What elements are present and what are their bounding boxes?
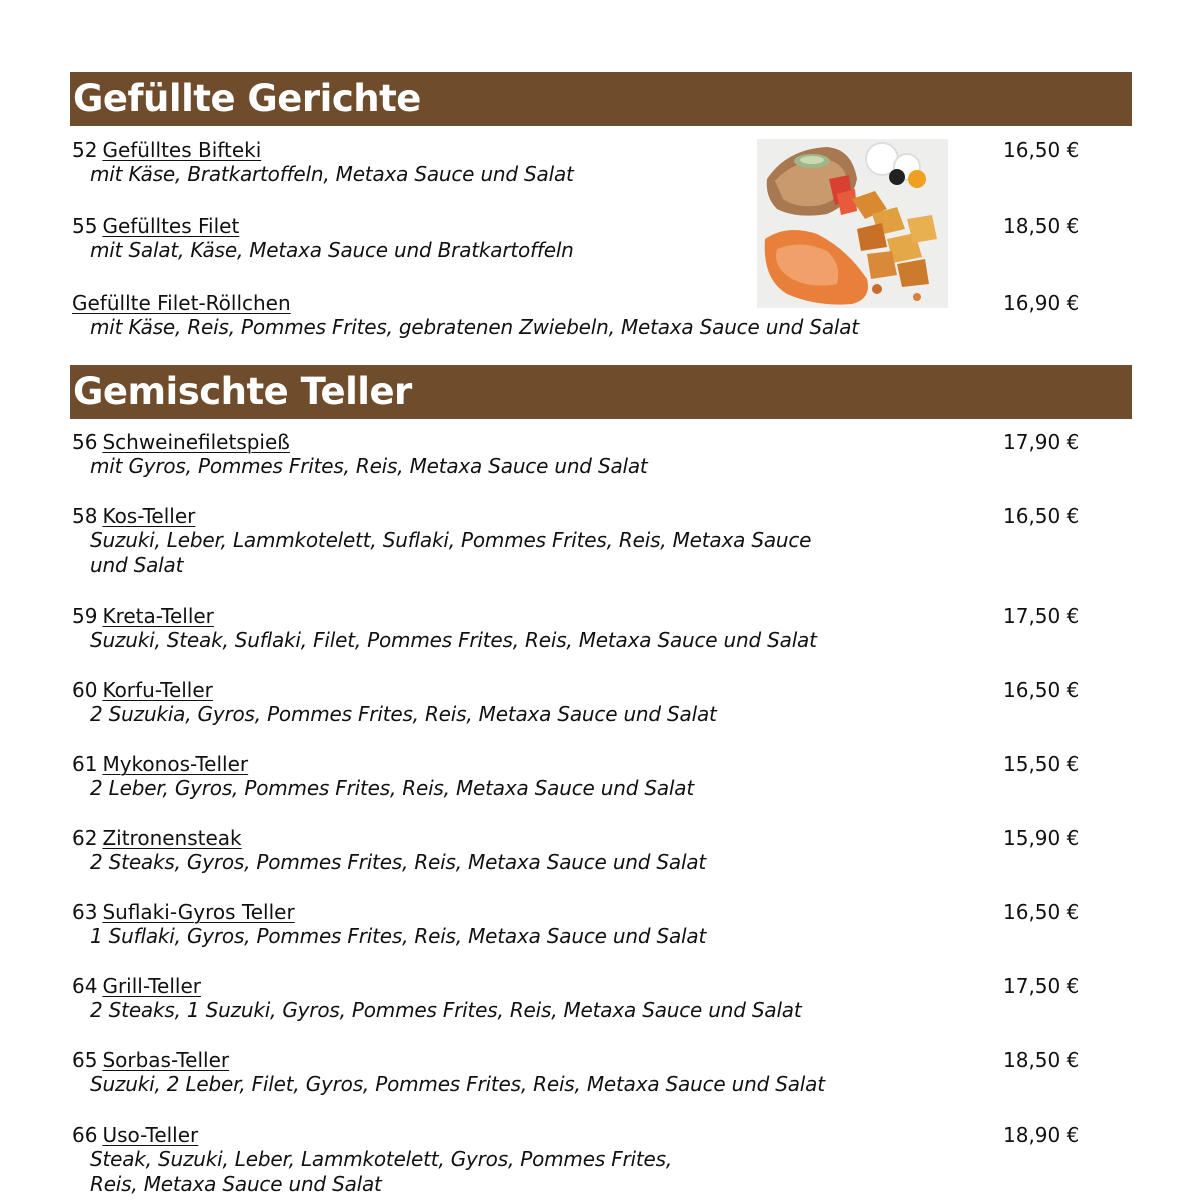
item-description: mit Salat, Käse, Metaxa Sauce und Bratkartoffeln — [90, 238, 574, 262]
item-price: 16,50 € — [1003, 504, 1080, 528]
item-description: mit Käse, Bratkartoffeln, Metaxa Sauce und Salat — [90, 162, 574, 186]
item-price: 17,50 € — [1003, 974, 1080, 998]
item-description: mit Gyros, Pommes Frites, Reis, Metaxa Sauce und Salat — [90, 454, 648, 478]
item-description: 2 Steaks, Gyros, Pommes Frites, Reis, Metaxa Sauce und Salat — [90, 850, 707, 874]
item-name: Korfu-Teller — [102, 678, 213, 702]
item-name: Grill-Teller — [102, 974, 201, 998]
item-price: 17,50 € — [1003, 604, 1080, 628]
item-price: 16,50 € — [1003, 900, 1080, 924]
item-price: 16,50 € — [1003, 138, 1080, 162]
item-name: Gefülltes Filet — [102, 214, 240, 238]
item-description: 2 Steaks, 1 Suzuki, Gyros, Pommes Frites, Reis, Metaxa Sauce und Salat — [90, 998, 802, 1022]
item-description: Steak, Suzuki, Leber, Lammkotelett, Gyros, Pommes Frites, Reis, Metaxa Sauce und Salat — [90, 1147, 673, 1196]
item-number: 65 — [72, 1048, 98, 1072]
item-number: 64 — [72, 974, 98, 998]
item-name: Kos-Teller — [102, 504, 196, 528]
item-price: 16,50 € — [1003, 678, 1080, 702]
item-price: 15,90 € — [1003, 826, 1080, 850]
item-name: Gefüllte Filet-Röllchen — [72, 291, 291, 315]
item-number: 56 — [72, 430, 98, 454]
item-price: 18,90 € — [1003, 1123, 1080, 1147]
item-number: 62 — [72, 826, 98, 850]
item-number: 61 — [72, 752, 98, 776]
item-name: Kreta-Teller — [102, 604, 214, 628]
item-name: Zitronensteak — [102, 826, 242, 850]
item-price: 18,50 € — [1003, 214, 1080, 238]
item-description: Suzuki, Steak, Suflaki, Filet, Pommes Frites, Reis, Metaxa Sauce und Salat — [90, 628, 817, 652]
section-header-gemischte-teller — [70, 365, 1132, 419]
item-number: 66 — [72, 1123, 98, 1147]
item-name: Gefülltes Bifteki — [102, 138, 262, 162]
item-name: Sorbas-Teller — [102, 1048, 230, 1072]
item-number: 58 — [72, 504, 98, 528]
item-description: 1 Suflaki, Gyros, Pommes Frites, Reis, Metaxa Sauce und Salat — [90, 924, 707, 948]
item-description: 2 Leber, Gyros, Pommes Frites, Reis, Metaxa Sauce und Salat — [90, 776, 694, 800]
item-number: 63 — [72, 900, 98, 924]
item-description: Suzuki, Leber, Lammkotelett, Suflaki, Pommes Frites, Reis, Metaxa Sauce und Salat — [90, 528, 812, 577]
item-name: Schweinefiletspieß — [102, 430, 290, 454]
item-name: Suflaki-Gyros Teller — [102, 900, 295, 924]
item-number: 52 — [72, 138, 98, 162]
item-description: 2 Suzukia, Gyros, Pommes Frites, Reis, Metaxa Sauce und Salat — [90, 702, 717, 726]
item-description: Suzuki, 2 Leber, Filet, Gyros, Pommes Frites, Reis, Metaxa Sauce und Salat — [90, 1072, 825, 1096]
item-number: 55 — [72, 214, 98, 238]
item-number: 59 — [72, 604, 98, 628]
food-photo-icon — [757, 139, 948, 308]
item-price: 16,90 € — [1003, 291, 1080, 315]
item-description: mit Käse, Reis, Pommes Frites, gebratenen Zwiebeln, Metaxa Sauce und Salat — [90, 315, 859, 339]
item-price: 18,50 € — [1003, 1048, 1080, 1072]
section-title: Gefüllte Gerichte — [73, 77, 421, 120]
item-number: 60 — [72, 678, 98, 702]
item-name: Uso-Teller — [102, 1123, 199, 1147]
section-title: Gemischte Teller — [73, 370, 412, 413]
item-name: Mykonos-Teller — [102, 752, 249, 776]
item-price: 15,50 € — [1003, 752, 1080, 776]
item-price: 17,90 € — [1003, 430, 1080, 454]
section-header-gefuellte-gerichte — [70, 72, 1132, 126]
